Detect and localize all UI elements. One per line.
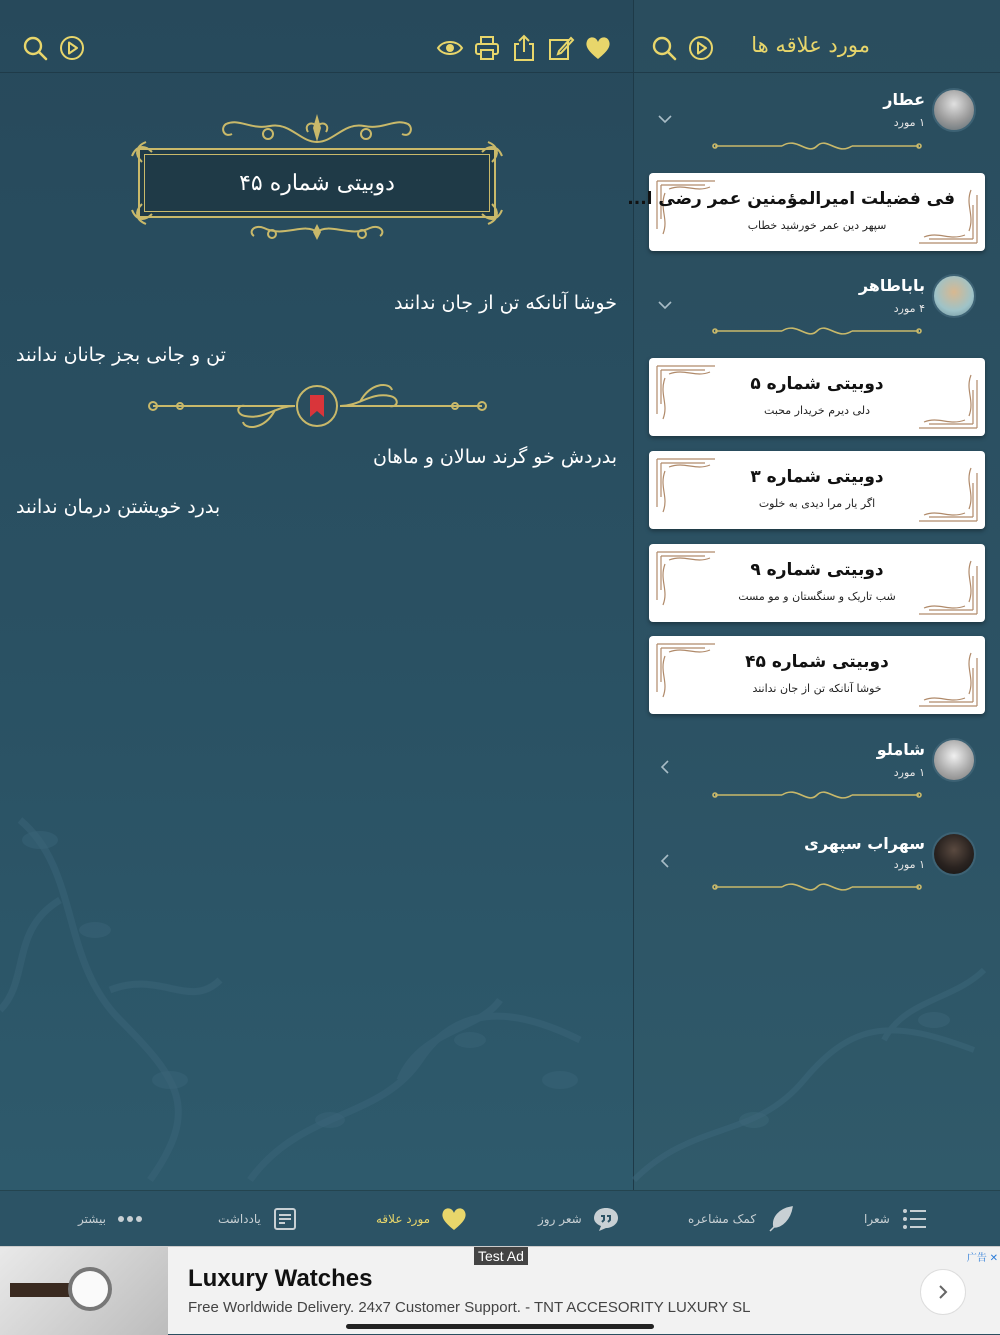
poet-count: ۱ مورد (893, 116, 925, 129)
heart-icon (584, 34, 612, 62)
favorite-card-1[interactable] (627, 173, 985, 251)
ad-tag: Test Ad (474, 1247, 528, 1265)
poet-count: ۴ مورد (893, 302, 925, 315)
more-icon (116, 1205, 144, 1233)
verse-1: خوشا آنانکه تن از جان ندانند (393, 292, 617, 314)
poet-divider-icon (712, 136, 922, 156)
tab-label: یادداشت (218, 1212, 261, 1226)
favorites-play-button[interactable] (686, 33, 716, 63)
favorite-card-2[interactable] (649, 358, 985, 436)
card-title: فی فضیلت امیرالمؤمنین عمر رضی ا... (627, 189, 955, 209)
favorites-title: مورد علاقه ها (751, 33, 870, 57)
poet-row-sohrab[interactable] (634, 830, 1000, 910)
share-icon (510, 34, 538, 62)
poet-name: شاملو (876, 740, 925, 759)
poet-divider-icon (712, 877, 922, 897)
watch-strap (10, 1283, 70, 1297)
chevron-left-icon[interactable] (656, 852, 674, 870)
poet-count: ۱ مورد (893, 858, 925, 871)
search-icon (650, 34, 678, 62)
eye-icon (436, 34, 464, 62)
play-icon (58, 34, 86, 62)
search-icon (21, 34, 49, 62)
ad-choices[interactable]: 广告 ✕ (966, 1253, 998, 1264)
card-title: دوبیتی شماره ۹ (750, 560, 884, 580)
tab-label: بیشتر (78, 1212, 106, 1226)
poet-name: باباطاهر (858, 276, 925, 295)
toolbar-divider (0, 72, 633, 73)
chevron-down-icon[interactable] (656, 110, 674, 128)
favorite-card-5[interactable] (649, 636, 985, 714)
tab-bar (0, 1190, 1000, 1246)
favorite-card-4[interactable] (649, 544, 985, 622)
tab-label: مورد علاقه (376, 1212, 431, 1226)
printer-icon (473, 34, 501, 62)
favorite-button[interactable] (583, 33, 613, 63)
ad-description: Free Worldwide Delivery. 24x7 Customer Support. - TNT ACCESORITY LUXURY SL (188, 1299, 751, 1316)
verse-2: تن و جانی بجز جانان ندانند (16, 344, 226, 366)
heart-icon (440, 1205, 468, 1233)
chevron-left-icon[interactable] (656, 758, 674, 776)
tab-label: کمک مشاعره (688, 1212, 757, 1226)
floral-background-right-icon (634, 940, 1000, 1190)
tab-poets[interactable] (864, 1203, 928, 1235)
play-icon (687, 34, 715, 62)
tab-mushaereh-help[interactable] (688, 1203, 794, 1235)
search-button[interactable] (20, 33, 50, 63)
chevron-down-icon[interactable] (656, 296, 674, 314)
ad-banner[interactable] (0, 1246, 1000, 1334)
watch-icon (68, 1267, 112, 1311)
list-icon (900, 1205, 928, 1233)
play-button[interactable] (57, 33, 87, 63)
frame-corners-icon (130, 140, 504, 226)
poet-name: سهراب سپهری (804, 834, 925, 853)
notes-icon (271, 1205, 299, 1233)
share-button[interactable] (509, 33, 539, 63)
card-subtitle: شب تاریک و سنگستان و مو مست (738, 590, 896, 603)
avatar (932, 738, 976, 782)
card-title: دوبیتی شماره ۴۵ (745, 652, 889, 672)
card-title: دوبیتی شماره ۵ (750, 374, 884, 394)
card-title: دوبیتی شماره ۳ (750, 467, 884, 487)
verse-3: بدردش خو گرند سالان و ماهان (372, 446, 617, 468)
quote-bubble-icon (592, 1205, 620, 1233)
ad-title: Luxury Watches (188, 1265, 373, 1292)
edit-icon (547, 34, 575, 62)
bookmark-button[interactable] (296, 385, 338, 427)
poet-divider-icon (712, 321, 922, 341)
favorites-toolbar-divider (634, 72, 1000, 73)
favorite-card-3[interactable] (649, 451, 985, 529)
bookmark-icon (309, 394, 325, 418)
poet-count: ۱ مورد (893, 766, 925, 779)
verse-4: بدرد خویشتن درمان ندانند (16, 496, 221, 518)
ad-image (0, 1247, 168, 1335)
card-subtitle: خوشا آنانکه تن از جان ندانند (752, 682, 882, 695)
card-subtitle: دلی دیرم خریدار محبت (764, 404, 870, 417)
favorites-search-button[interactable] (649, 33, 679, 63)
feather-pen-icon (766, 1205, 794, 1233)
tab-daily-poem[interactable] (538, 1203, 620, 1235)
tab-favorites[interactable] (376, 1203, 468, 1235)
floral-background-icon (0, 780, 633, 1190)
view-button[interactable] (435, 33, 465, 63)
ad-next-button[interactable] (920, 1269, 966, 1315)
avatar (932, 832, 976, 876)
chevron-right-icon (934, 1283, 952, 1301)
tab-label: شعر روز (538, 1212, 582, 1226)
print-button[interactable] (472, 33, 502, 63)
poet-name: عطار (883, 90, 925, 109)
home-indicator (346, 1324, 654, 1329)
tab-label: شعرا (864, 1212, 890, 1226)
card-subtitle: اگر یار مرا دیدی به خلوت (758, 497, 876, 510)
avatar (932, 88, 976, 132)
note-button[interactable] (546, 33, 576, 63)
card-subtitle: سپهر دین عمر خورشید خطاب (747, 219, 887, 232)
poem-title: دوبیتی شماره ۴۵ (239, 170, 395, 196)
poet-divider-icon (712, 785, 922, 805)
avatar (932, 274, 976, 318)
tab-more[interactable] (78, 1203, 144, 1235)
tab-notes[interactable] (218, 1203, 299, 1235)
